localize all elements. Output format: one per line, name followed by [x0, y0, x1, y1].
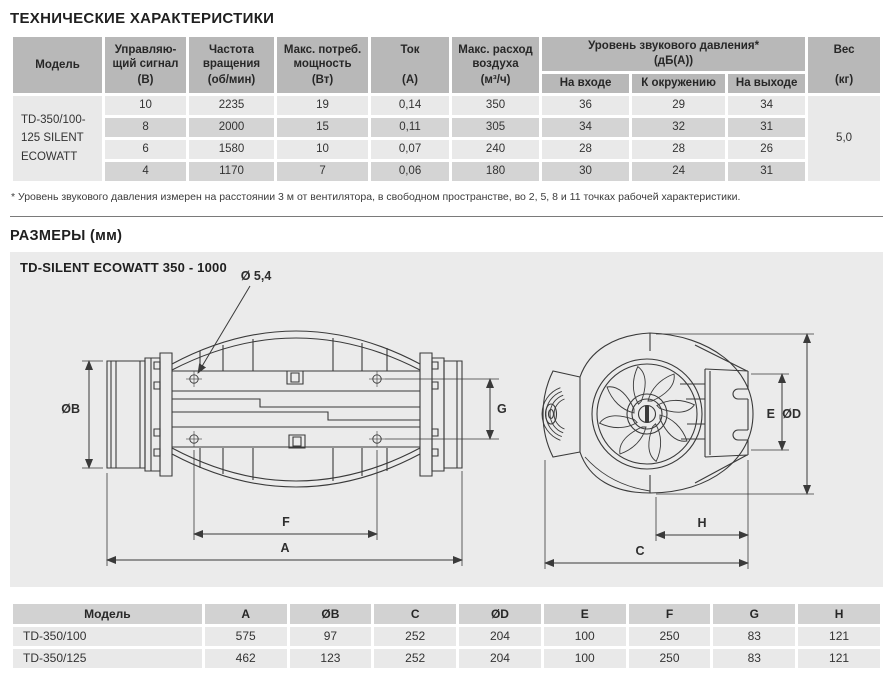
- spec-cell: 30: [542, 162, 629, 181]
- dimension-row: [13, 649, 880, 668]
- spec-header-speed: Частота вращения (об/мин): [189, 37, 274, 93]
- sound-footnote: * Уровень звукового давления измерен на расстоянии 3 м от вентилятора, в свободном пространстве, во 2, 5, 8 и 11 точках рабочей характеристики.: [11, 190, 741, 203]
- spec-cell: 0,14: [371, 96, 449, 115]
- spec-cell: 31: [728, 118, 805, 137]
- dim-cell: 83: [713, 627, 795, 646]
- dim-label-f: F: [282, 514, 290, 529]
- dim-cell: 100: [544, 649, 626, 668]
- spec-model-cell: TD-350/100-125 SILENT ECOWATT: [13, 96, 102, 181]
- spec-cell: 2235: [189, 96, 274, 115]
- spec-weight-cell: 5,0: [808, 96, 880, 181]
- spec-cell: 29: [632, 96, 725, 115]
- spec-cell: 10: [277, 140, 368, 159]
- dim-label-hole: Ø 5,4: [240, 268, 272, 283]
- dimension-table: [10, 601, 883, 671]
- spec-cell: 2000: [189, 118, 274, 137]
- dim-label-e: E: [766, 406, 775, 421]
- dim-cell: 97: [290, 627, 372, 646]
- spec-header-weight: Вес (кг): [808, 37, 880, 93]
- dim-header: H: [798, 604, 880, 624]
- spec-subheader-outlet: На выходе: [728, 74, 805, 93]
- dim-label-od: ØD: [782, 406, 801, 421]
- front-view: [542, 333, 753, 493]
- dim-header: E: [544, 604, 626, 624]
- spec-cell: 36: [542, 96, 629, 115]
- spec-cell: 0,06: [371, 162, 449, 181]
- spec-cell: 26: [728, 140, 805, 159]
- spec-cell: 0,11: [371, 118, 449, 137]
- spec-header-model: Модель: [13, 37, 102, 93]
- spec-row: [13, 162, 880, 181]
- spec-subheader-inlet: На входе: [542, 74, 629, 93]
- dim-header: F: [629, 604, 711, 624]
- dim-cell: 204: [459, 649, 541, 668]
- dim-cell: 575: [205, 627, 287, 646]
- dim-label-g: G: [497, 401, 507, 416]
- dim-label-h: H: [697, 515, 707, 530]
- dim-cell: 252: [374, 649, 456, 668]
- dim-cell: 121: [798, 627, 880, 646]
- dimensions-section-title: РАЗМЕРЫ (мм): [10, 227, 123, 244]
- technical-drawing: [10, 252, 883, 587]
- spec-cell: 34: [728, 96, 805, 115]
- dim-cell: 250: [629, 627, 711, 646]
- dim-header: G: [713, 604, 795, 624]
- spec-cell: 10: [105, 96, 186, 115]
- spec-cell: 1580: [189, 140, 274, 159]
- spec-cell: 4: [105, 162, 186, 181]
- spec-header-current: Ток (А): [371, 37, 449, 93]
- dim-cell: 462: [205, 649, 287, 668]
- drawing-title: TD-SILENT ECOWATT 350 - 1000: [20, 259, 227, 275]
- dim-cell: 100: [544, 627, 626, 646]
- spec-cell: 19: [277, 96, 368, 115]
- dim-header: ØB: [290, 604, 372, 624]
- dim-cell-model: TD-350/100: [13, 627, 202, 646]
- spec-cell: 7: [277, 162, 368, 181]
- spec-cell: 8: [105, 118, 186, 137]
- dim-label-c: C: [635, 543, 645, 558]
- dim-header: Модель: [13, 604, 202, 624]
- spec-cell: 31: [728, 162, 805, 181]
- dim-cell: 204: [459, 627, 541, 646]
- dim-cell: 121: [798, 649, 880, 668]
- spec-cell: 240: [452, 140, 539, 159]
- spec-cell: 305: [452, 118, 539, 137]
- dim-cell: 252: [374, 627, 456, 646]
- dim-cell: 123: [290, 649, 372, 668]
- spec-cell: 24: [632, 162, 725, 181]
- spec-table: [10, 34, 883, 184]
- spec-row: [13, 96, 880, 115]
- mounting-holes: [186, 371, 385, 447]
- dim-cell: 83: [713, 649, 795, 668]
- dim-header: C: [374, 604, 456, 624]
- spec-cell: 34: [542, 118, 629, 137]
- spec-cell: 0,07: [371, 140, 449, 159]
- spec-header-power: Макс. потреб. мощность (Вт): [277, 37, 368, 93]
- dimension-header-row: [13, 604, 880, 624]
- section-divider: [10, 216, 883, 217]
- spec-cell: 1170: [189, 162, 274, 181]
- spec-header-airflow: Макс. расход воздуха (м³/ч): [452, 37, 539, 93]
- spec-cell: 15: [277, 118, 368, 137]
- side-view: [107, 331, 499, 487]
- spec-header-row: [13, 37, 880, 71]
- spec-subheader-surround: К окружению: [632, 74, 725, 93]
- dim-cell-model: TD-350/125: [13, 649, 202, 668]
- mounting-bracket: [680, 345, 748, 483]
- spec-row: [13, 118, 880, 137]
- spec-cell: 180: [452, 162, 539, 181]
- spec-cell: 28: [542, 140, 629, 159]
- spec-row: [13, 140, 880, 159]
- tech-section-title: ТЕХНИЧЕСКИЕ ХАРАКТЕРИСТИКИ: [10, 10, 275, 27]
- dim-header: ØD: [459, 604, 541, 624]
- spec-cell: 6: [105, 140, 186, 159]
- spec-header-sound-group: Уровень звукового давления* (дБ(А)): [542, 37, 805, 71]
- dim-label-a: A: [280, 540, 290, 555]
- motor-cap: [542, 371, 580, 457]
- dim-header: A: [205, 604, 287, 624]
- spec-cell: 28: [632, 140, 725, 159]
- dimension-row: [13, 627, 880, 646]
- dim-cell: 250: [629, 649, 711, 668]
- dim-label-ob: ØB: [61, 401, 80, 416]
- spec-header-signal: Управляю-щий сигнал (В): [105, 37, 186, 93]
- spec-cell: 350: [452, 96, 539, 115]
- spec-cell: 32: [632, 118, 725, 137]
- drawing-panel: [10, 252, 883, 587]
